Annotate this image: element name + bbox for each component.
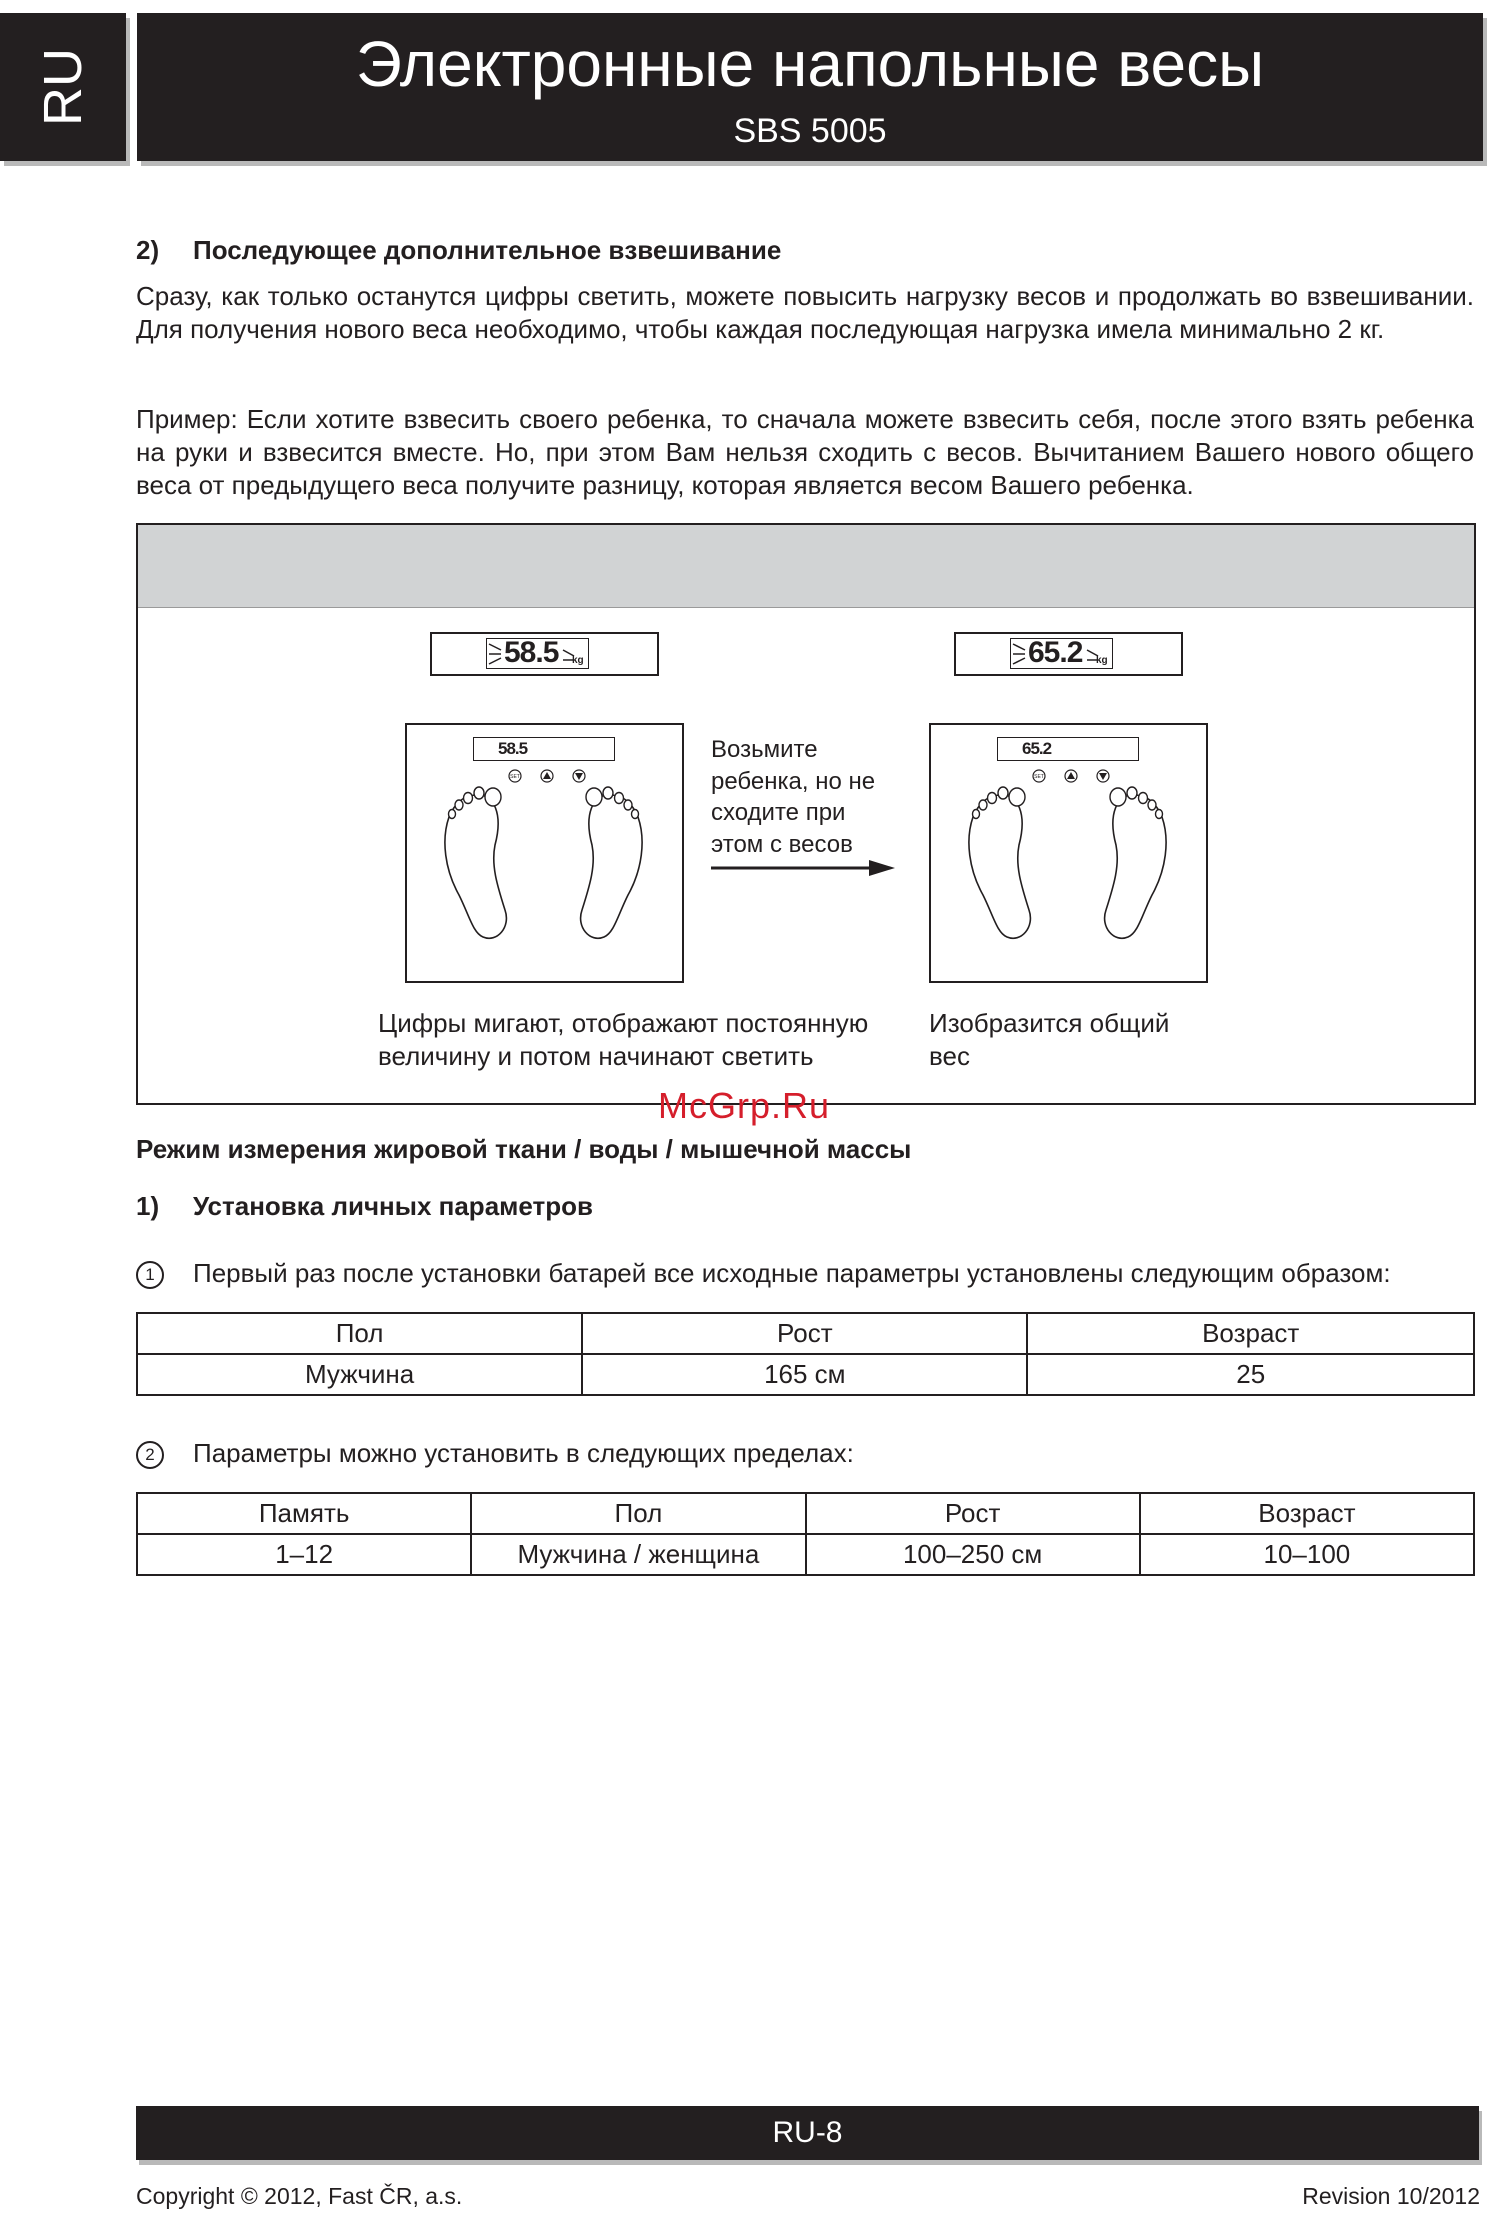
title-bar (137, 13, 1483, 161)
right-foot-icon (1096, 785, 1176, 945)
table-cell: 100–250 см (806, 1534, 1140, 1575)
unit-label: kg (1096, 655, 1108, 666)
left-foot-icon (435, 785, 515, 945)
table-cell: 165 см (582, 1354, 1027, 1395)
blink-marks-icon (487, 640, 505, 668)
arrow-caption-line: Возьмите (711, 736, 818, 763)
revision: Revision 10/2012 (1302, 2183, 1480, 2209)
table-header-cell: Возраст (1027, 1313, 1474, 1354)
subsection-heading: Установка личных параметров (193, 1191, 593, 1221)
table-header-row (137, 1313, 1474, 1354)
weighing-figure (136, 523, 1476, 1105)
page-number: RU-8 (772, 2116, 843, 2149)
table-header-cell: Пол (471, 1493, 805, 1534)
default-params-table (136, 1312, 1475, 1396)
figure-header-band (138, 525, 1474, 608)
arrow-caption (711, 734, 875, 860)
table-header-cell: Память (137, 1493, 471, 1534)
scale-display-value: 58.5 (498, 739, 528, 758)
scale-display (473, 737, 615, 761)
subsection-number: 1) (136, 1191, 160, 1221)
set-button-label: SET (510, 774, 520, 780)
table-header-cell: Пол (137, 1313, 582, 1354)
scale-display-value: 65.2 (1022, 739, 1052, 758)
page-title: Электронные напольные весы (355, 28, 1265, 100)
copyright: Copyright © 2012, Fast ČR, a.s. (136, 2183, 463, 2209)
param-ranges-table (136, 1492, 1475, 1576)
table-cell: Мужчина (137, 1354, 582, 1395)
list-item-2 (136, 1437, 164, 1470)
table-header-cell: Рост (582, 1313, 1027, 1354)
scale-display (997, 737, 1139, 761)
caption-left-line: величину и потом начинают светить (378, 1041, 814, 1071)
paragraph-1: Сразу, как только останутся цифры светить, можете повысить нагрузку весов и продолжать во взвешивании. Для получения нового веса необходимо, чтобы каждая последующая нагрузка имела минимально 2 кг. (136, 281, 1474, 344)
table-cell: 25 (1027, 1354, 1474, 1395)
right-arrow-icon (711, 859, 897, 877)
footer-bar (136, 2106, 1479, 2160)
table-cell: 1–12 (137, 1534, 471, 1575)
list-item-1-text: Первый раз после установки батарей все исходные параметры установлены следующим образом: (193, 1258, 1391, 1288)
large-display-right (954, 632, 1183, 676)
section-number: 2) (136, 235, 160, 265)
list-item-1 (136, 1257, 164, 1290)
caption-right (929, 1007, 1169, 1073)
section-heading: Последующее дополнительное взвешивание (193, 235, 782, 265)
language-tab (0, 13, 126, 161)
table-row (137, 1354, 1474, 1395)
table-header-row (137, 1493, 1474, 1534)
scale-buttons (507, 768, 587, 784)
list-item-2-text: Параметры можно установить в следующих пределах: (193, 1438, 854, 1468)
table-cell: 10–100 (1140, 1534, 1474, 1575)
caption-right-line: вес (929, 1041, 970, 1071)
blink-marks-icon (1011, 640, 1029, 668)
caption-right-line: Изобразится общий (929, 1008, 1170, 1038)
table-header-cell: Возраст (1140, 1493, 1474, 1534)
scale-buttons (1031, 768, 1111, 784)
unit-label: kg (572, 655, 584, 666)
table-row (137, 1534, 1474, 1575)
arrow-caption-line: ребенка, но не (711, 767, 876, 795)
display-value-left: 58.5 (504, 636, 559, 669)
right-foot-icon (572, 785, 652, 945)
model-name: SBS 5005 (733, 112, 887, 150)
set-button-label: SET (1034, 774, 1044, 780)
mode-heading: Режим измерения жировой ткани / воды / мышечной массы (136, 1134, 912, 1164)
scale-right (929, 723, 1208, 983)
circled-number: 1 (136, 1261, 164, 1289)
left-foot-icon (959, 785, 1039, 945)
display-value-right: 65.2 (1028, 636, 1083, 669)
caption-left-line: Цифры мигают, отображают постоянную (378, 1008, 869, 1038)
circled-number: 2 (136, 1441, 164, 1469)
arrow-caption-line: этом с весов (711, 830, 853, 858)
scale-left (405, 723, 684, 983)
paragraph-2: Пример: Если хотите взвесить своего ребенка, то сначала можете взвесить себя, после этого взять ребенка на руки и взвесится вместе. Но, при этом Вам нельзя сходить с весов. Вычитанием Вашего нового общего веса от предыдущего веса получите разницу, которая является весом Вашего ребенка. (136, 404, 1474, 500)
table-cell: Мужчина / женщина (471, 1534, 805, 1575)
table-header-cell: Рост (806, 1493, 1140, 1534)
watermark: McGrp.Ru (658, 1085, 831, 1126)
language-label: RU (33, 48, 93, 126)
caption-left (378, 1007, 868, 1073)
arrow-caption-line: сходите при (711, 799, 846, 826)
large-display-left (430, 632, 659, 676)
